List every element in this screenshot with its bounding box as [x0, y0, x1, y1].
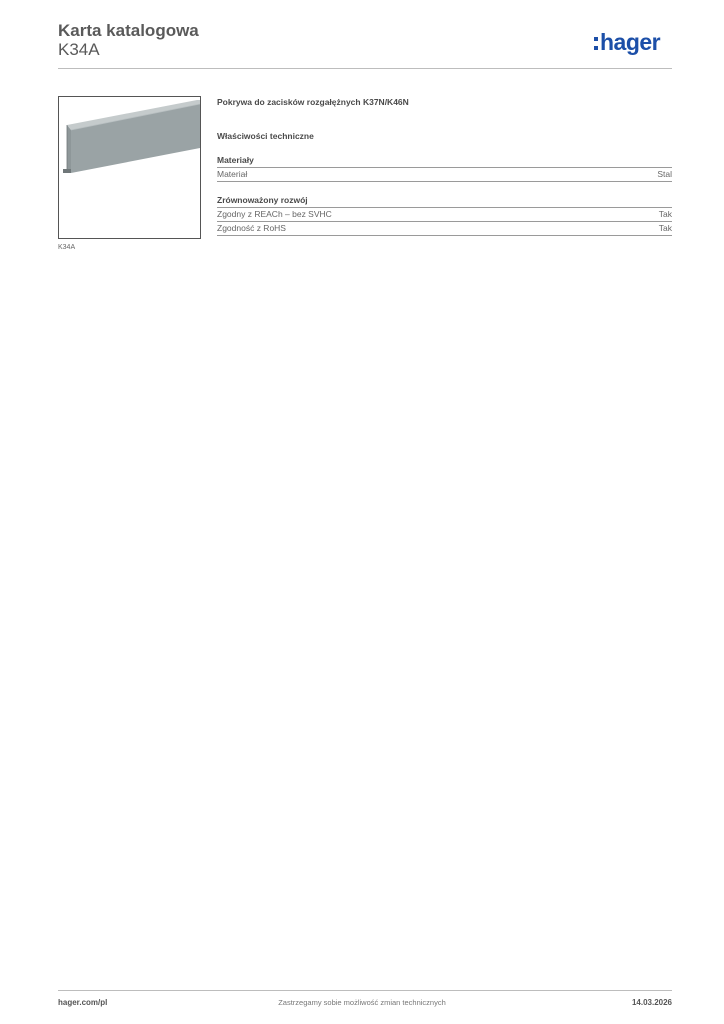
row-value: Tak: [658, 209, 672, 219]
product-details: [217, 96, 672, 236]
technical-properties-heading: Właściwości techniczne: [217, 131, 314, 141]
table-row: [217, 222, 672, 236]
header-divider: [58, 68, 672, 69]
product-image-frame: [58, 96, 201, 239]
logo-text: hager: [600, 29, 661, 55]
image-caption: K34A: [58, 244, 76, 251]
group-title: Materiały: [217, 154, 672, 168]
product-code: K34A: [58, 40, 100, 59]
product-cover-image: [59, 97, 200, 238]
footer-disclaimer: Zastrzegamy sobie możliwość zmian technicznych: [278, 998, 446, 1007]
document-title: Karta katalogowa: [58, 21, 199, 40]
group-title: Zrównoważony rozwój: [217, 194, 672, 208]
logo-dots-icon: [594, 37, 598, 50]
footer-website: hager.com/pl: [58, 998, 108, 1007]
row-value: Tak: [658, 223, 672, 233]
hager-logo: [594, 27, 660, 57]
group-materials: [217, 154, 672, 182]
row-label: Zgodność z RoHS: [217, 223, 286, 233]
footer-divider: [58, 990, 672, 991]
row-label: Zgodny z REACh – bez SVHC: [217, 209, 332, 219]
table-row: [217, 208, 672, 222]
row-value: Stal: [657, 169, 672, 179]
table-row: [217, 168, 672, 182]
footer-date: 14.03.2026: [631, 998, 672, 1007]
group-sustainability: [217, 194, 672, 236]
product-name: Pokrywa do zacisków rozgałężnych K37N/K46N: [217, 97, 409, 107]
row-label: Materiał: [217, 169, 248, 179]
